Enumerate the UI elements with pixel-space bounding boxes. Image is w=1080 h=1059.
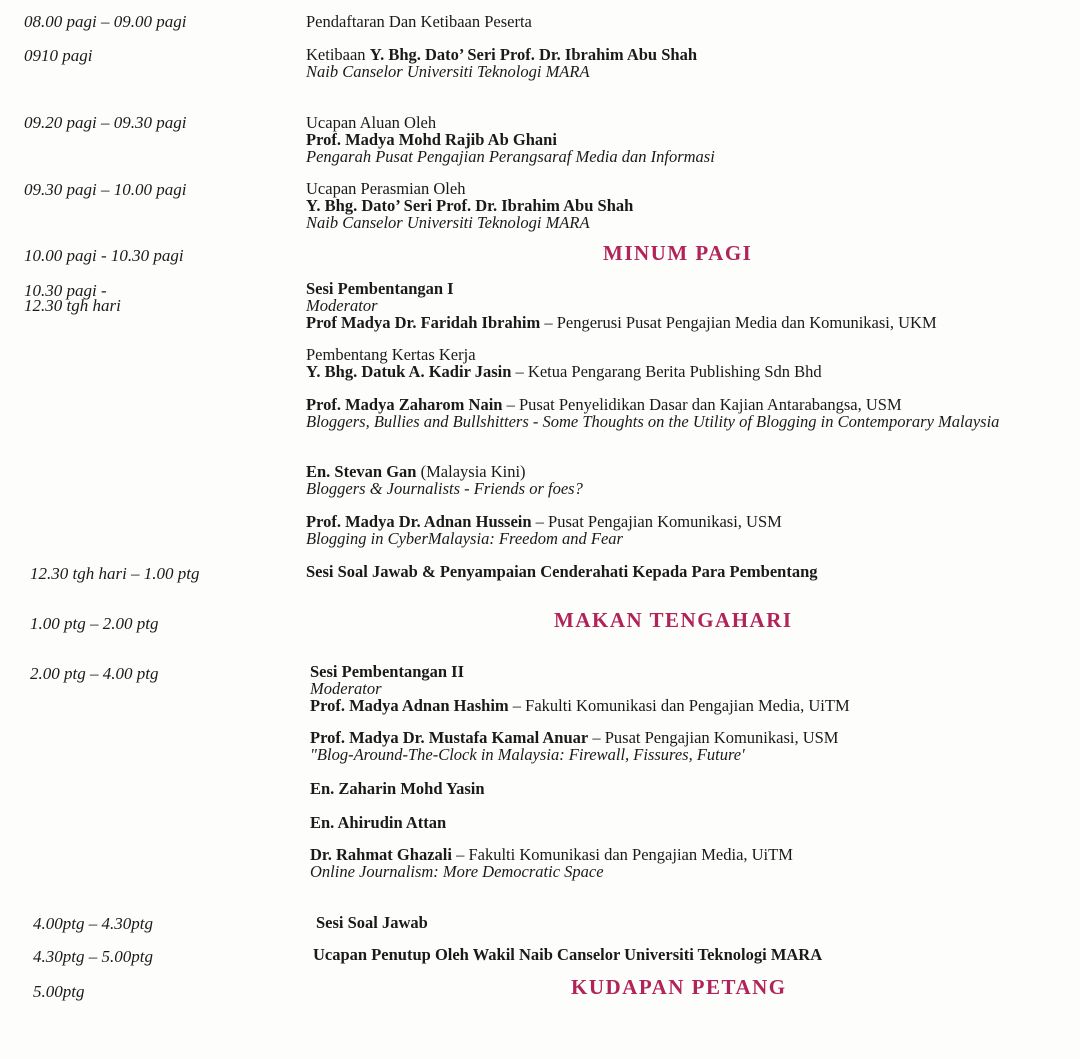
- speaker-affiliation: – Fakulti Komunikasi dan Pengajian Media, UiTM: [451, 845, 793, 864]
- session-1: [306, 280, 1056, 331]
- moderator-name: Prof Madya Dr. Faridah Ibrahim: [306, 313, 541, 332]
- paper-title: Online Journalism: More Democratic Space: [310, 862, 604, 881]
- paper-title: Blogging in CyberMalaysia: Freedom and Fear: [306, 529, 623, 548]
- speaker-name: Prof. Madya Mohd Rajib Ab Ghani: [306, 130, 557, 149]
- session-1-papers: [306, 346, 1056, 380]
- session-2-speaker: [310, 780, 1060, 797]
- moderator-label: Moderator: [310, 679, 382, 698]
- agenda-item: [306, 114, 1056, 165]
- agenda-item: [306, 13, 1056, 30]
- speaker-affiliation: (Malaysia Kini): [416, 462, 526, 481]
- agenda-text: Sesi Soal Jawab: [316, 913, 428, 932]
- time-slot: 4.00ptg – 4.30ptg: [33, 914, 153, 933]
- time-slot: 1.00 ptg – 2.00 ptg: [30, 614, 159, 633]
- session-1-speaker: [306, 396, 1056, 430]
- moderator-affiliation: – Pengerusi Pusat Pengajian Media dan Komunikasi, UKM: [540, 313, 937, 332]
- agenda-text: Pendaftaran Dan Ketibaan Peserta: [306, 12, 532, 31]
- session-1-speaker: [306, 513, 1056, 547]
- agenda-item: [306, 563, 1056, 580]
- session-2-speaker: [310, 846, 1060, 880]
- break-heading: KUDAPAN PETANG: [571, 975, 787, 999]
- time-slot: 4.30ptg – 5.00ptg: [33, 947, 153, 966]
- agenda-item: [306, 46, 1056, 80]
- time-slot: 09.20 pagi – 09.30 pagi: [24, 113, 187, 132]
- speaker-affiliation: – Pusat Pengajian Komunikasi, USM: [531, 512, 782, 531]
- speaker-name: En. Stevan Gan: [306, 462, 417, 481]
- speaker-affiliation: – Pusat Penyelidikan Dasar dan Kajian Antarabangsa, USM: [502, 395, 902, 414]
- agenda-item: [316, 914, 1066, 931]
- time-slot: 09.30 pagi – 10.00 pagi: [24, 180, 187, 199]
- speaker-name: Prof. Madya Zaharom Nain: [306, 395, 503, 414]
- moderator-label: Moderator: [306, 296, 378, 315]
- session-2-speaker: [310, 814, 1060, 831]
- session-2: [310, 663, 1060, 714]
- speaker-name: Y. Bhg. Dato’ Seri Prof. Dr. Ibrahim Abu Shah: [369, 45, 697, 64]
- paper-title: "Blog-Around-The-Clock in Malaysia: Firewall, Fissures, Future': [310, 745, 745, 764]
- speaker-name: Dr. Rahmat Ghazali: [310, 845, 452, 864]
- speaker-name: Prof. Madya Dr. Mustafa Kamal Anuar: [310, 728, 589, 747]
- paper-title: Bloggers & Journalists - Friends or foes?: [306, 479, 583, 498]
- speaker-role: Pengarah Pusat Pengajian Perangsaraf Media dan Informasi: [306, 147, 715, 166]
- session-title: Sesi Pembentangan II: [310, 662, 465, 681]
- moderator-name: Prof. Madya Adnan Hashim: [310, 696, 509, 715]
- agenda-lead: Ucapan Aluan Oleh: [306, 113, 437, 132]
- agenda-item: [306, 180, 1056, 231]
- time-slot: 08.00 pagi – 09.00 pagi: [24, 12, 187, 31]
- speaker-name: En. Zaharin Mohd Yasin: [310, 779, 485, 798]
- moderator-affiliation: – Fakulti Komunikasi dan Pengajian Media, UiTM: [508, 696, 850, 715]
- time-slot-end: 12.30 tgh hari: [24, 296, 121, 315]
- agenda-lead: Ketibaan: [306, 45, 370, 64]
- agenda-text: Ucapan Penutup Oleh Wakil Naib Canselor Universiti Teknologi MARA: [313, 945, 823, 964]
- agenda-text: Sesi Soal Jawab & Penyampaian Cenderahati Kepada Para Pembentang: [306, 562, 818, 581]
- session-title: Sesi Pembentangan I: [306, 279, 454, 298]
- time-slot: 2.00 ptg – 4.00 ptg: [30, 664, 159, 683]
- time-slot: 5.00ptg: [33, 982, 85, 1001]
- speaker-role: Naib Canselor Universiti Teknologi MARA: [306, 213, 590, 232]
- speaker-role: Naib Canselor Universiti Teknologi MARA: [306, 62, 590, 81]
- agenda-lead: Ucapan Perasmian Oleh: [306, 179, 466, 198]
- speaker-name: Y. Bhg. Dato’ Seri Prof. Dr. Ibrahim Abu Shah: [306, 196, 634, 215]
- speaker-affiliation: – Pusat Pengajian Komunikasi, USM: [588, 728, 839, 747]
- paper-title: Bloggers, Bullies and Bullshitters - Some Thoughts on the Utility of Blogging in Contemporary Malaysia: [306, 412, 1000, 431]
- speaker-name: Prof. Madya Dr. Adnan Hussein: [306, 512, 532, 531]
- agenda-item: [313, 946, 1063, 963]
- papers-label: Pembentang Kertas Kerja: [306, 345, 476, 364]
- time-slot: 10.30 pagi -: [24, 281, 107, 300]
- speaker-name: Y. Bhg. Datuk A. Kadir Jasin: [306, 362, 512, 381]
- time-slot: 10.00 pagi - 10.30 pagi: [24, 246, 184, 265]
- session-2-speaker: [310, 729, 1060, 763]
- break-heading: MAKAN TENGAHARI: [554, 608, 793, 632]
- speaker-name: En. Ahirudin Attan: [310, 813, 447, 832]
- time-slot: 0910 pagi: [24, 46, 93, 65]
- time-slot: 12.30 tgh hari – 1.00 ptg: [30, 564, 200, 583]
- break-heading: MINUM PAGI: [603, 241, 753, 265]
- session-1-speaker: [306, 463, 1056, 497]
- speaker-affiliation: – Ketua Pengarang Berita Publishing Sdn Bhd: [511, 362, 822, 381]
